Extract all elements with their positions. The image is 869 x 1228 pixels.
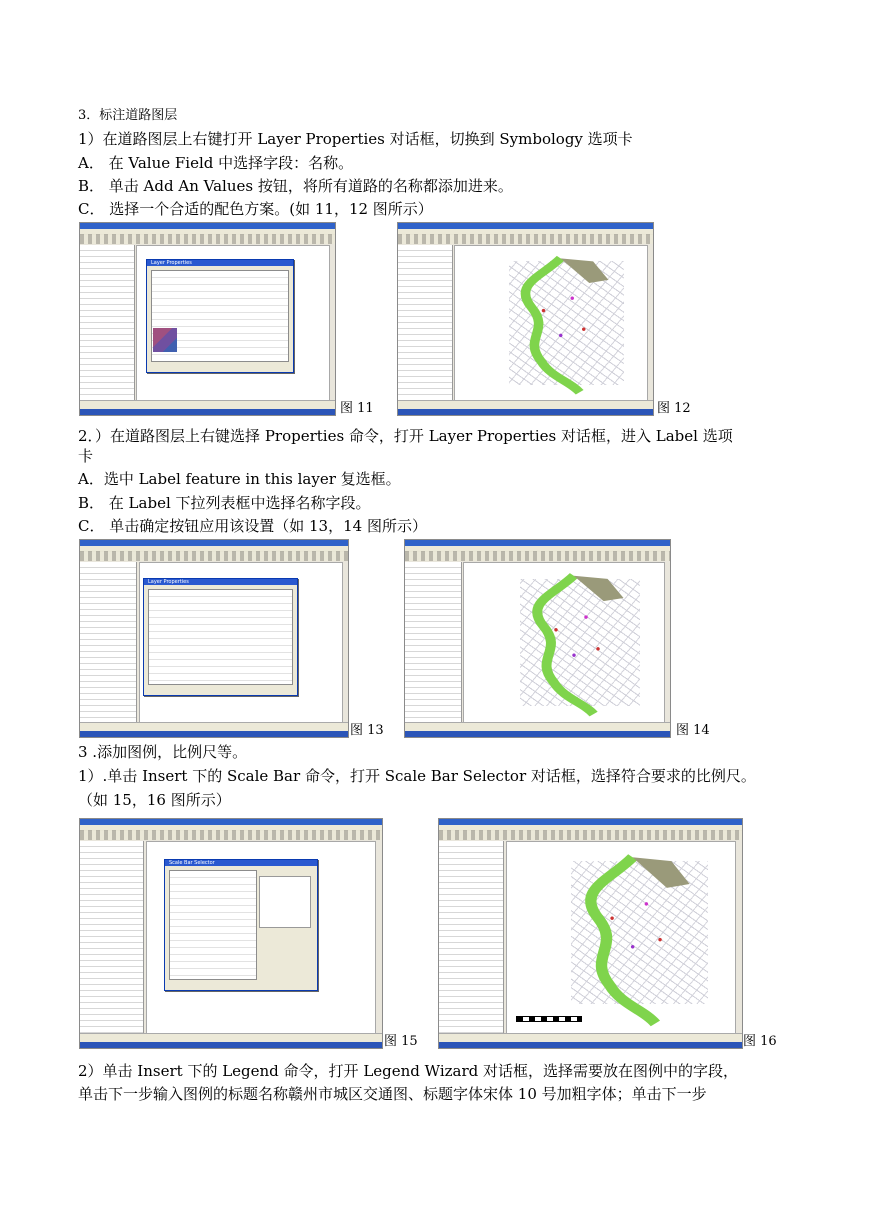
step2-b: B． 在 Label 下拉列表框中选择名称字段。 [78,494,371,512]
river-shape-2 [464,563,663,722]
screenshot-fig13 [79,539,349,738]
caption-fig12: 图 12 [657,401,691,416]
step1-b: B． 单击 Add An Values 按钮，将所有道路的名称都添加进来。 [78,177,513,195]
screenshot-fig15 [79,818,383,1049]
step2-a: A．选中 Label feature in this layer 复选框。 [78,470,401,488]
dialog-title: Layer Properties [151,260,192,266]
screenshot-fig14 [404,539,671,738]
dialog-title-3: Scale Bar Selector [169,860,215,866]
step3-2b: 单击下一步输入图例的标题名称赣州市城区交通图、标题字体宋体 10 号加粗字体；单击下一步 [78,1085,707,1103]
caption-fig15: 图 15 [384,1034,418,1049]
layer-properties-dialog [146,259,294,373]
step1-a: A． 在 Value Field 中选择字段：名称。 [78,154,354,172]
caption-fig13: 图 13 [350,723,384,738]
step3-1: 1）.单击 Insert 下的 Scale Bar 命令，打开 Scale Bar Selector 对话框，选择符合要求的比例尺。 [78,767,756,785]
step3-1b: （如 15，16 图所示） [78,791,231,809]
river-shape [455,246,647,400]
color-preview [153,328,177,352]
label-dialog [143,578,298,696]
river-shape-3 [507,842,735,1033]
dialog-title-2: Layer Properties [148,579,189,585]
step2-intro-2: 卡 [78,447,94,465]
screenshot-fig16 [438,818,743,1049]
screenshot-fig11 [79,222,336,416]
section-heading-roads: 3．标注道路图层 [78,108,178,123]
scale-bar-selector-dialog [164,859,318,991]
step1-intro: 1）在道路图层上右键打开 Layer Properties 对话框，切换到 Symbology 选项卡 [78,130,633,148]
caption-fig11: 图 11 [340,401,374,416]
caption-fig14: 图 14 [676,723,710,738]
caption-fig16: 图 16 [743,1034,777,1049]
step2-intro-1: 2．）在道路图层上右键选择 Properties 命令，打开 Layer Properties 对话框，进入 Label 选项 [78,427,733,445]
screenshot-fig12 [397,222,654,416]
scale-preview [259,876,311,928]
step2-c: C． 单击确定按钮应用该设置（如 13，14 图所示） [78,517,427,535]
section-heading-legend: 3 .添加图例，比例尺等。 [78,743,248,761]
step1-c: C． 选择一个合适的配色方案。(如 11，12 图所示） [78,200,433,218]
scale-bar [516,1016,582,1022]
step3-2a: 2）单击 Insert 下的 Legend 命令，打开 Legend Wizard 对话框，选择需要放在图例中的字段， [78,1062,739,1080]
